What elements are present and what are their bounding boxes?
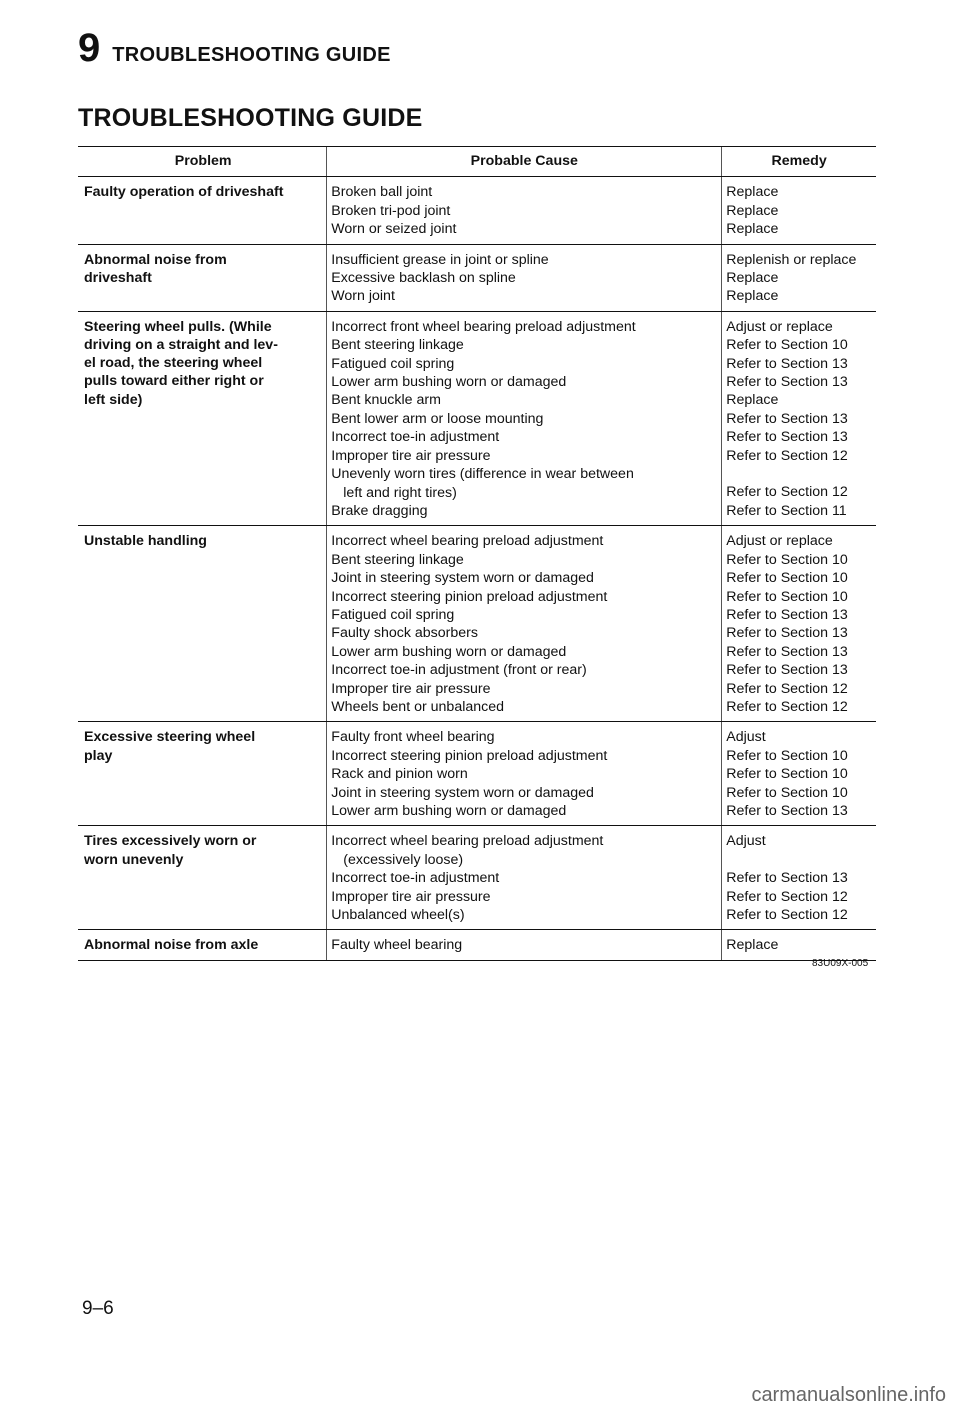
table-row	[78, 177, 876, 244]
cause-continuation-line: (excessively loose)	[343, 851, 464, 868]
remedy-line: Refer to Section 10	[726, 337, 848, 354]
remedy-line: Refer to Section 13	[726, 803, 848, 819]
footer-watermark: carmanualsonline.info	[751, 1384, 946, 1406]
cause-line: Lower arm bushing worn or damaged	[331, 803, 567, 819]
problem-line: Abnormal noise from axle	[84, 937, 259, 954]
remedy-line: Refer to Section 12	[726, 680, 848, 697]
cause-line: Unbalanced wheel(s)	[331, 907, 465, 924]
cause-line: Improper tire air pressure	[331, 680, 491, 697]
remedy-line: Adjust	[726, 833, 766, 850]
cause-cell	[327, 826, 722, 930]
remedy-line: Adjust or replace	[726, 318, 833, 335]
cause-line: Wheels bent or unbalanced	[331, 698, 505, 715]
page-number: 9–6	[82, 1298, 114, 1319]
problem-line: el road, the steering wheel	[84, 355, 263, 372]
remedy-line: Refer to Section 10	[726, 747, 848, 764]
remedy-line: Replace	[726, 221, 779, 238]
remedy-line: Refer to Section 10	[726, 766, 848, 783]
cause-line: Incorrect wheel bearing preload adjustment	[331, 833, 604, 850]
remedy-line: Replace	[726, 937, 779, 954]
problem-cell	[78, 311, 327, 525]
table-row	[78, 244, 876, 311]
remedy-line: Refer to Section 13	[726, 606, 848, 623]
remedy-cell	[722, 177, 876, 244]
problem-line: Faulty operation of driveshaft	[84, 184, 284, 201]
remedy-line: Refer to Section 10	[726, 784, 848, 801]
table-row	[78, 311, 876, 525]
cause-line: Brake dragging	[331, 502, 428, 519]
remedy-line: Refer to Section 12	[726, 888, 848, 905]
remedy-line: Replace	[726, 202, 779, 219]
problem-cell	[78, 826, 327, 930]
remedy-line: Adjust	[726, 729, 766, 746]
table-row	[78, 722, 876, 826]
remedy-line: Replenish or replace	[726, 251, 857, 268]
remedy-line: Refer to Section 12	[726, 907, 848, 924]
table-row	[78, 526, 876, 722]
remedy-line: Replace	[726, 288, 779, 305]
cause-line: Broken tri-pod joint	[331, 202, 451, 219]
problem-column-header: Problem	[78, 147, 327, 177]
problem-line: Abnormal noise from	[84, 251, 227, 268]
cause-line: Joint in steering system worn or damaged	[331, 784, 594, 801]
cause-line: Incorrect toe-in adjustment	[331, 429, 500, 446]
cause-line: Fatigued coil spring	[331, 606, 455, 623]
cause-line: Rack and pinion worn	[331, 766, 468, 783]
cause-cell	[327, 311, 722, 525]
cause-line: Faulty shock absorbers	[331, 625, 478, 642]
troubleshooting-table	[78, 146, 876, 961]
problem-line: pulls toward either right or	[84, 373, 264, 390]
problem-line: Tires excessively worn or	[84, 833, 257, 850]
cause-line: Faulty wheel bearing	[331, 937, 463, 954]
remedy-cell	[722, 930, 876, 960]
cause-line: Lower arm bushing worn or damaged	[331, 374, 567, 391]
remedy-line: Replace	[726, 184, 779, 201]
cause-line: Incorrect wheel bearing preload adjustment	[331, 533, 604, 550]
remedy-spacer	[726, 851, 872, 869]
problem-cell	[78, 526, 327, 722]
cause-line: Worn joint	[331, 288, 395, 305]
cause-line: Broken ball joint	[331, 184, 433, 201]
cause-line: Bent steering linkage	[331, 551, 464, 568]
remedy-line: Refer to Section 12	[726, 447, 848, 464]
cause-line: Incorrect steering pinion preload adjustment	[331, 588, 608, 605]
problem-line: driveshaft	[84, 269, 152, 286]
remedy-line: Refer to Section 13	[726, 355, 848, 372]
cause-line: Insufficient grease in joint or spline	[331, 251, 549, 268]
remedy-line: Refer to Section 13	[726, 429, 848, 446]
problem-line: Unstable handling	[84, 533, 207, 550]
cause-line: Incorrect steering pinion preload adjustment	[331, 747, 608, 764]
cause-line: Unevenly worn tires (difference in wear between	[331, 466, 634, 483]
problem-cell	[78, 930, 327, 960]
cause-cell	[327, 526, 722, 722]
problem-line: Steering wheel pulls. (While	[84, 318, 272, 335]
cause-line: Incorrect toe-in adjustment	[331, 870, 500, 887]
cause-line: Incorrect front wheel bearing preload adjustment	[331, 318, 636, 335]
cause-line: Lower arm bushing worn or damaged	[331, 643, 567, 660]
cause-line: Incorrect toe-in adjustment (front or rear)	[331, 662, 587, 679]
cause-line: Faulty front wheel bearing	[331, 729, 495, 746]
remedy-column-header: Remedy	[722, 147, 876, 177]
remedy-line: Replace	[726, 270, 779, 287]
remedy-cell	[722, 722, 876, 826]
remedy-cell	[722, 311, 876, 525]
page-title: TROUBLESHOOTING GUIDE	[78, 104, 423, 132]
cause-line: Bent lower arm or loose mounting	[331, 410, 544, 427]
cause-line: Fatigued coil spring	[331, 355, 455, 372]
problem-line: driving on a straight and lev-	[84, 337, 278, 354]
cause-line: Bent steering linkage	[331, 337, 464, 354]
remedy-line: Replace	[726, 392, 779, 409]
cause-line: Worn or seized joint	[331, 221, 457, 238]
chapter-header	[78, 28, 391, 68]
problem-line: Excessive steering wheel	[84, 729, 256, 746]
problem-line: worn unevenly	[84, 851, 184, 868]
cause-cell	[327, 722, 722, 826]
remedy-line: Refer to Section 13	[726, 625, 848, 642]
remedy-cell	[722, 826, 876, 930]
remedy-spacer	[726, 465, 872, 483]
remedy-line: Refer to Section 10	[726, 551, 848, 568]
cause-line: Excessive backlash on spline	[331, 270, 516, 287]
cause-cell	[327, 244, 722, 311]
cause-column-header: Probable Cause	[327, 147, 722, 177]
remedy-cell	[722, 244, 876, 311]
remedy-line: Refer to Section 13	[726, 643, 848, 660]
cause-line: Improper tire air pressure	[331, 447, 491, 464]
problem-cell	[78, 244, 327, 311]
cause-cell	[327, 930, 722, 960]
remedy-line: Refer to Section 13	[726, 410, 848, 427]
remedy-line: Refer to Section 12	[726, 484, 848, 501]
remedy-line: Refer to Section 11	[726, 502, 847, 519]
chapter-title: TROUBLESHOOTING GUIDE	[112, 44, 391, 66]
cause-line: Joint in steering system worn or damaged	[331, 570, 594, 587]
problem-cell	[78, 722, 327, 826]
cause-cell	[327, 177, 722, 244]
cause-continuation-line: left and right tires)	[343, 484, 457, 501]
problem-line: left side)	[84, 391, 143, 408]
remedy-line: Adjust or replace	[726, 533, 833, 550]
figure-code: 83U09X-005	[812, 958, 869, 969]
remedy-line: Refer to Section 12	[726, 698, 848, 715]
remedy-line: Refer to Section 13	[726, 870, 848, 887]
remedy-line: Refer to Section 13	[726, 374, 848, 391]
cause-line: Improper tire air pressure	[331, 888, 491, 905]
remedy-line: Refer to Section 10	[726, 588, 848, 605]
remedy-line: Refer to Section 10	[726, 570, 848, 587]
table-row	[78, 826, 876, 930]
chapter-number: 9	[78, 26, 101, 70]
table-header-row	[78, 147, 876, 177]
table-body	[78, 177, 876, 960]
remedy-cell	[722, 526, 876, 722]
remedy-line: Refer to Section 13	[726, 662, 848, 679]
problem-line: play	[84, 747, 113, 764]
cause-line: Bent knuckle arm	[331, 392, 441, 409]
problem-cell	[78, 177, 327, 244]
table-row	[78, 930, 876, 960]
